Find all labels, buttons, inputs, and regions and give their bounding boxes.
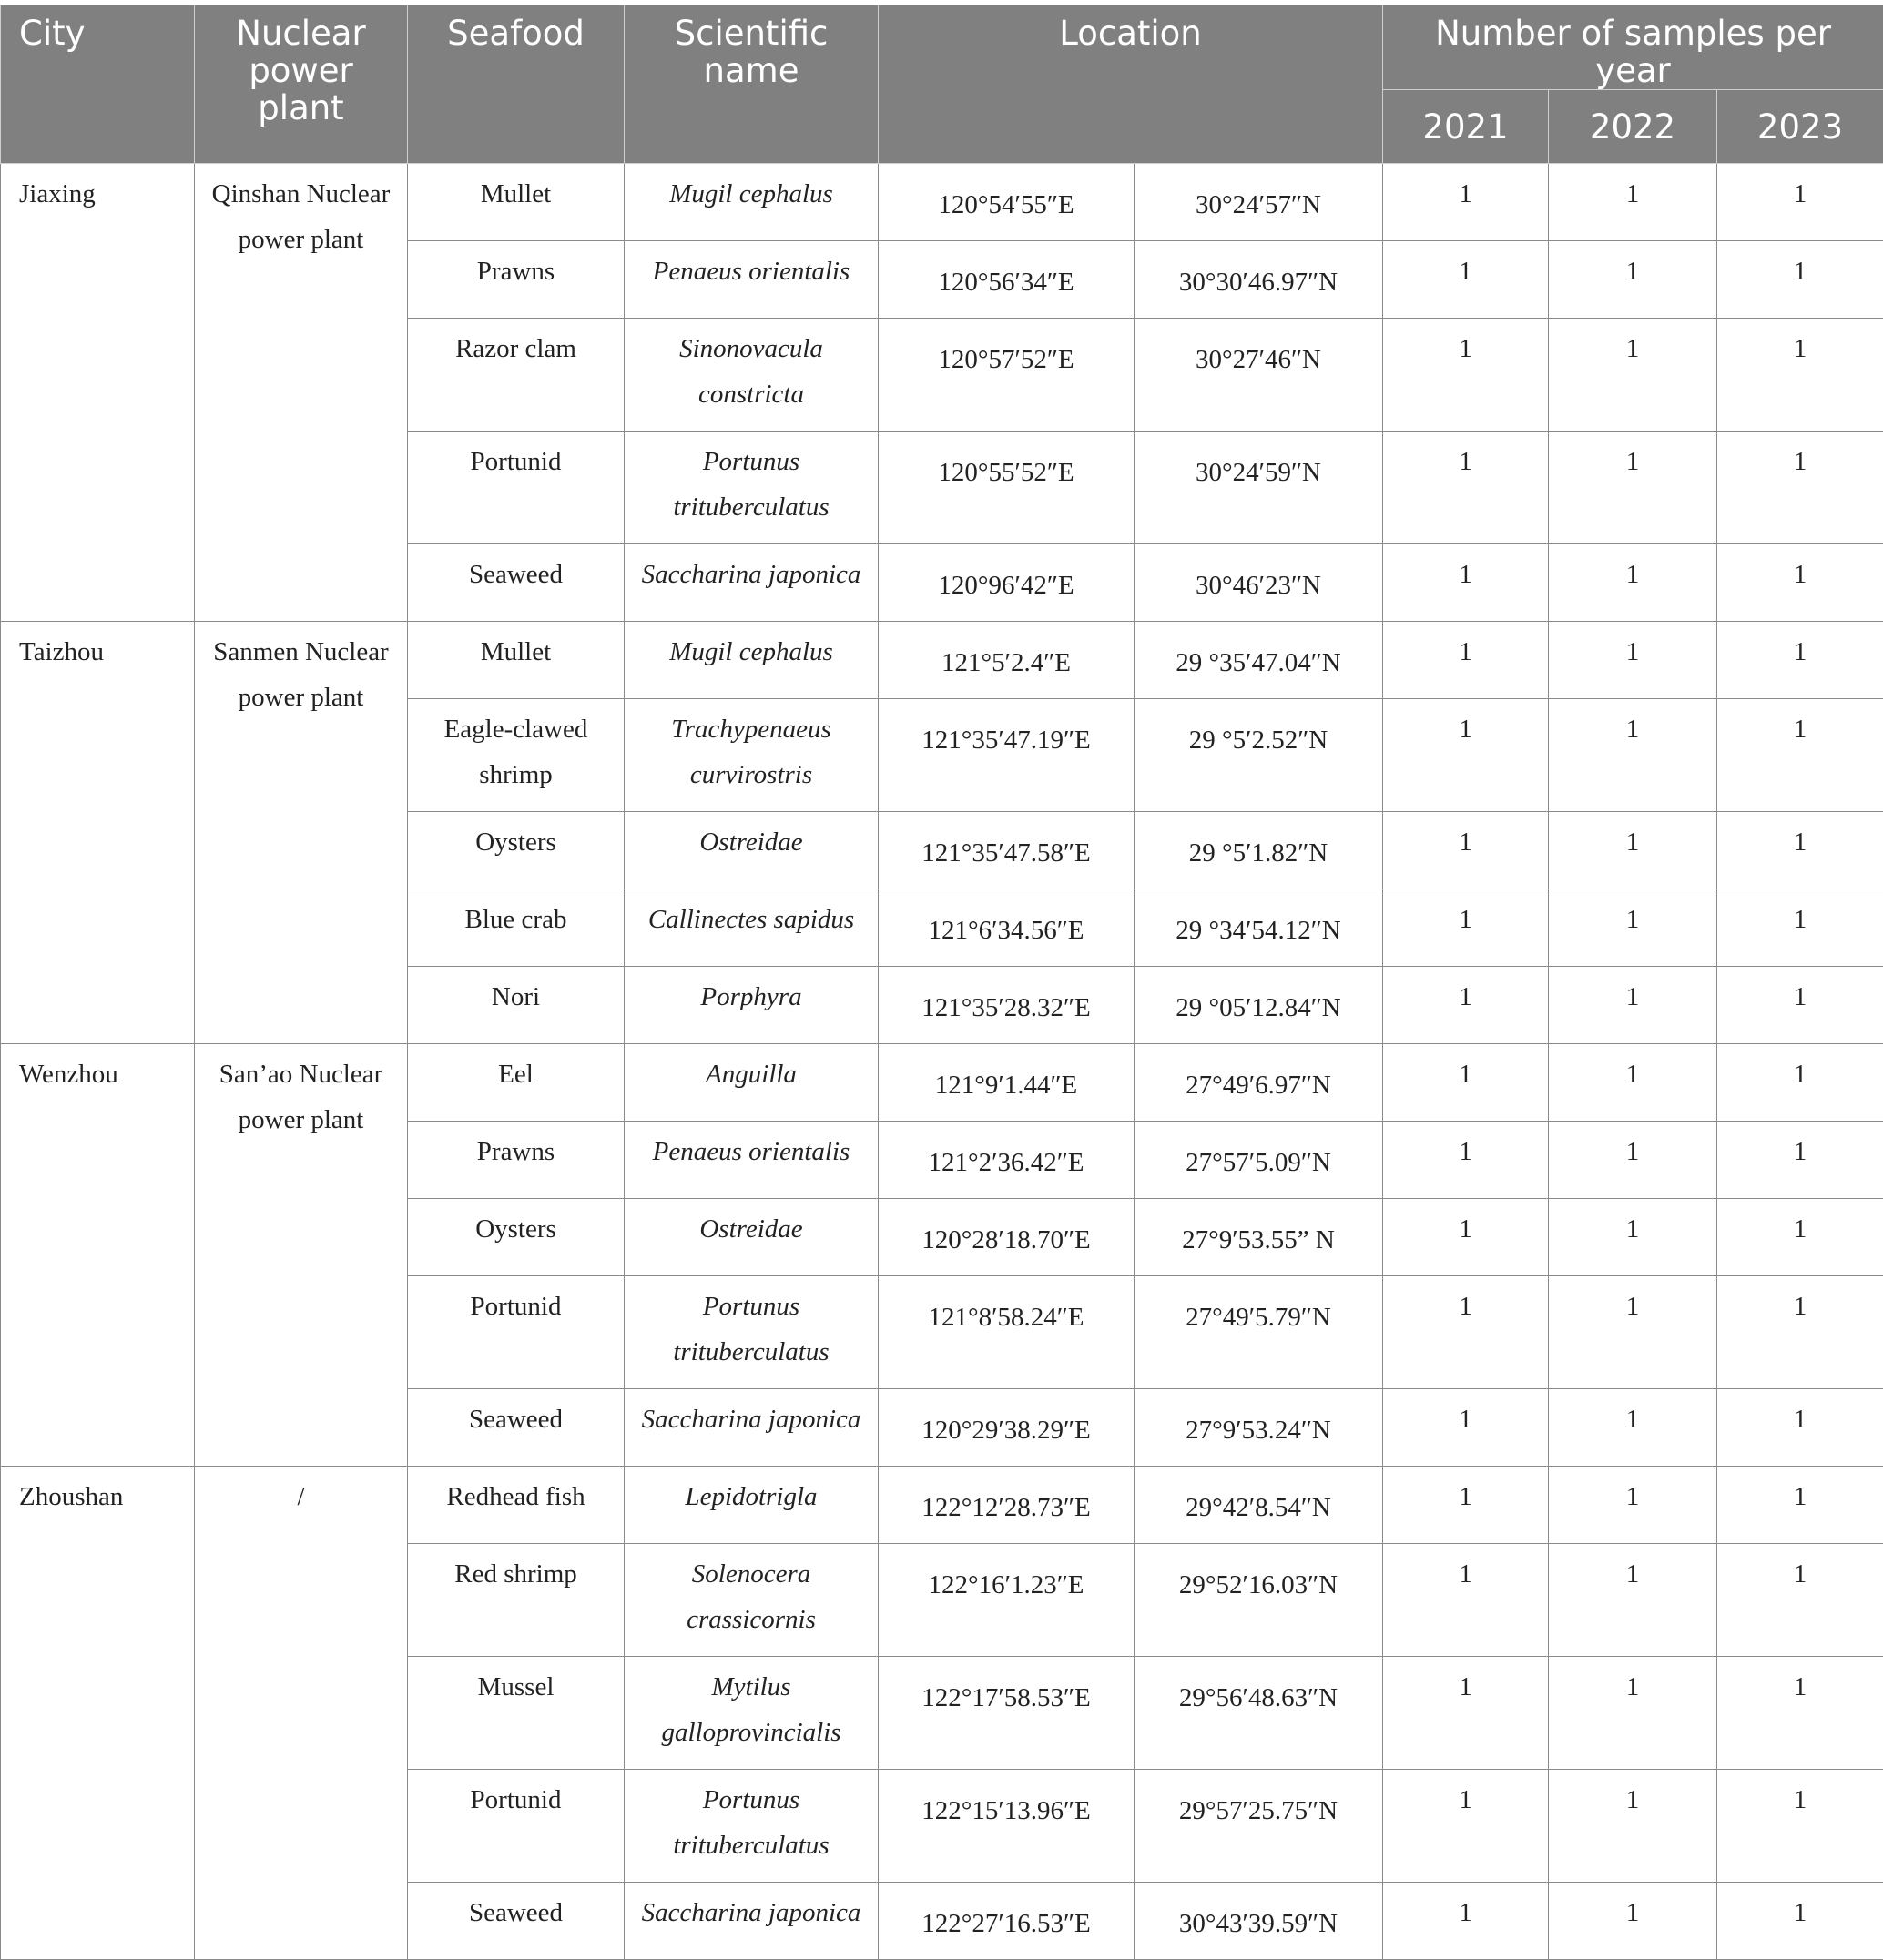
samples-2021-cell: 1 <box>1383 1276 1549 1389</box>
samples-2022-cell: 1 <box>1549 622 1717 699</box>
samples-2021-cell: 1 <box>1383 889 1549 967</box>
samples-2022-cell: 1 <box>1549 1276 1717 1389</box>
samples-2021-cell: 1 <box>1383 1044 1549 1122</box>
longitude-cell: 120°57′52″E <box>879 319 1135 432</box>
samples-2022-cell: 1 <box>1549 241 1717 319</box>
samples-2023-cell: 1 <box>1717 889 1883 967</box>
samples-2022-cell: 1 <box>1549 812 1717 889</box>
samples-2022-cell: 1 <box>1549 319 1717 432</box>
samples-2023-cell: 1 <box>1717 1389 1883 1467</box>
longitude-cell: 120°55′52″E <box>879 432 1135 544</box>
longitude-cell: 121°35′28.32″E <box>879 967 1135 1044</box>
samples-2022-cell: 1 <box>1549 967 1717 1044</box>
scientific-name-cell: Lepidotrigla <box>625 1467 879 1544</box>
scientific-name-cell: Portunus trituberculatus <box>625 1276 879 1389</box>
samples-2023-cell: 1 <box>1717 1544 1883 1657</box>
scientific-name-cell: Trachypenaeus curvirostris <box>625 699 879 812</box>
scientific-name-cell: Penaeus orientalis <box>625 1122 879 1199</box>
latitude-cell: 30°46′23″N <box>1135 544 1383 622</box>
samples-2023-cell: 1 <box>1717 1657 1883 1770</box>
latitude-cell: 29 °35′47.04″N <box>1135 622 1383 699</box>
latitude-cell: 27°57′5.09″N <box>1135 1122 1383 1199</box>
seafood-cell: Portunid <box>408 1770 625 1883</box>
longitude-cell: 122°17′58.53″E <box>879 1657 1135 1770</box>
city-cell: Jiaxing <box>1 164 195 622</box>
seafood-cell: Portunid <box>408 1276 625 1389</box>
seafood-cell: Prawns <box>408 241 625 319</box>
scientific-name-cell: Porphyra <box>625 967 879 1044</box>
latitude-cell: 30°24′57″N <box>1135 164 1383 241</box>
longitude-cell: 120°96′42″E <box>879 544 1135 622</box>
latitude-cell: 27°49′5.79″N <box>1135 1276 1383 1389</box>
samples-2023-cell: 1 <box>1717 241 1883 319</box>
samples-2023-cell: 1 <box>1717 812 1883 889</box>
latitude-cell: 29°42′8.54″N <box>1135 1467 1383 1544</box>
samples-2023-cell: 1 <box>1717 622 1883 699</box>
samples-2021-cell: 1 <box>1383 1467 1549 1544</box>
samples-2022-cell: 1 <box>1549 1544 1717 1657</box>
scientific-name-cell: Mytilus galloprovincialis <box>625 1657 879 1770</box>
table-row <box>1 1044 1883 1122</box>
samples-2021-cell: 1 <box>1383 1389 1549 1467</box>
scientific-name-cell: Saccharina japonica <box>625 1883 879 1960</box>
seafood-cell: Prawns <box>408 1122 625 1199</box>
longitude-cell: 120°56′34″E <box>879 241 1135 319</box>
samples-2021-cell: 1 <box>1383 1770 1549 1883</box>
samples-2021-cell: 1 <box>1383 1883 1549 1960</box>
samples-2023-cell: 1 <box>1717 1883 1883 1960</box>
samples-2023-cell: 1 <box>1717 967 1883 1044</box>
seafood-sampling-table <box>0 5 1883 1960</box>
header-scientific-name: Scientific name <box>625 5 879 164</box>
scientific-name-cell: Saccharina japonica <box>625 544 879 622</box>
scientific-name-cell: Sinonovacula constricta <box>625 319 879 432</box>
longitude-cell: 121°6′34.56″E <box>879 889 1135 967</box>
header-plant: Nuclear power plant <box>195 5 408 164</box>
longitude-cell: 122°12′28.73″E <box>879 1467 1135 1544</box>
latitude-cell: 29 °5′1.82″N <box>1135 812 1383 889</box>
samples-2023-cell: 1 <box>1717 432 1883 544</box>
latitude-cell: 30°43′39.59″N <box>1135 1883 1383 1960</box>
scientific-name-cell: Mugil cephalus <box>625 164 879 241</box>
table-row <box>1 622 1883 699</box>
samples-2023-cell: 1 <box>1717 164 1883 241</box>
samples-2021-cell: 1 <box>1383 432 1549 544</box>
scientific-name-cell: Anguilla <box>625 1044 879 1122</box>
samples-2023-cell: 1 <box>1717 699 1883 812</box>
samples-2022-cell: 1 <box>1549 1199 1717 1276</box>
latitude-cell: 29 °5′2.52″N <box>1135 699 1383 812</box>
seafood-cell: Seaweed <box>408 1389 625 1467</box>
seafood-cell: Oysters <box>408 1199 625 1276</box>
samples-2021-cell: 1 <box>1383 1122 1549 1199</box>
seafood-cell: Oysters <box>408 812 625 889</box>
seafood-cell: Mullet <box>408 164 625 241</box>
longitude-cell: 120°54′55″E <box>879 164 1135 241</box>
header-city: City <box>1 5 195 164</box>
latitude-cell: 29 °34′54.12″N <box>1135 889 1383 967</box>
samples-2021-cell: 1 <box>1383 622 1549 699</box>
samples-2022-cell: 1 <box>1549 164 1717 241</box>
seafood-cell: Redhead fish <box>408 1467 625 1544</box>
latitude-cell: 30°27′46″N <box>1135 319 1383 432</box>
samples-2022-cell: 1 <box>1549 1389 1717 1467</box>
city-cell: Taizhou <box>1 622 195 1044</box>
samples-2022-cell: 1 <box>1549 1122 1717 1199</box>
samples-2021-cell: 1 <box>1383 1199 1549 1276</box>
samples-2022-cell: 1 <box>1549 889 1717 967</box>
seafood-cell: Razor clam <box>408 319 625 432</box>
scientific-name-cell: Callinectes sapidus <box>625 889 879 967</box>
data-table-container <box>0 5 1883 1960</box>
scientific-name-cell: Ostreidae <box>625 812 879 889</box>
seafood-cell: Eel <box>408 1044 625 1122</box>
latitude-cell: 29 °05′12.84″N <box>1135 967 1383 1044</box>
samples-2021-cell: 1 <box>1383 319 1549 432</box>
scientific-name-cell: Portunus trituberculatus <box>625 432 879 544</box>
header-year-2021: 2021 <box>1383 90 1549 164</box>
table-header <box>1 5 1883 164</box>
samples-2023-cell: 1 <box>1717 1770 1883 1883</box>
samples-2021-cell: 1 <box>1383 1544 1549 1657</box>
samples-2021-cell: 1 <box>1383 812 1549 889</box>
longitude-cell: 120°28′18.70″E <box>879 1199 1135 1276</box>
seafood-cell: Mullet <box>408 622 625 699</box>
samples-2022-cell: 1 <box>1549 1883 1717 1960</box>
seafood-cell: Portunid <box>408 432 625 544</box>
longitude-cell: 121°9′1.44″E <box>879 1044 1135 1122</box>
city-cell: Zhoushan <box>1 1467 195 1960</box>
plant-cell: Qinshan Nuclear power plant <box>195 164 408 622</box>
longitude-cell: 122°16′1.23″E <box>879 1544 1135 1657</box>
samples-2021-cell: 1 <box>1383 967 1549 1044</box>
longitude-cell: 120°29′38.29″E <box>879 1389 1135 1467</box>
latitude-cell: 27°9′53.24″N <box>1135 1389 1383 1467</box>
latitude-cell: 30°30′46.97″N <box>1135 241 1383 319</box>
plant-cell: Sanmen Nuclear power plant <box>195 622 408 1044</box>
longitude-cell: 121°5′2.4″E <box>879 622 1135 699</box>
samples-2023-cell: 1 <box>1717 1199 1883 1276</box>
latitude-cell: 29°56′48.63″N <box>1135 1657 1383 1770</box>
samples-2021-cell: 1 <box>1383 241 1549 319</box>
samples-2022-cell: 1 <box>1549 1657 1717 1770</box>
seafood-cell: Red shrimp <box>408 1544 625 1657</box>
longitude-cell: 121°8′58.24″E <box>879 1276 1135 1389</box>
scientific-name-cell: Penaeus orientalis <box>625 241 879 319</box>
samples-2022-cell: 1 <box>1549 544 1717 622</box>
samples-2022-cell: 1 <box>1549 432 1717 544</box>
header-year-2023: 2023 <box>1717 90 1883 164</box>
table-row <box>1 1467 1883 1544</box>
samples-2022-cell: 1 <box>1549 1770 1717 1883</box>
seafood-cell: Mussel <box>408 1657 625 1770</box>
samples-2023-cell: 1 <box>1717 1467 1883 1544</box>
table-body <box>1 164 1883 1960</box>
longitude-cell: 121°2′36.42″E <box>879 1122 1135 1199</box>
latitude-cell: 30°24′59″N <box>1135 432 1383 544</box>
samples-2021-cell: 1 <box>1383 164 1549 241</box>
scientific-name-cell: Saccharina japonica <box>625 1389 879 1467</box>
samples-2021-cell: 1 <box>1383 1657 1549 1770</box>
latitude-cell: 27°49′6.97″N <box>1135 1044 1383 1122</box>
samples-2022-cell: 1 <box>1549 699 1717 812</box>
plant-cell: San’ao Nuclear power plant <box>195 1044 408 1467</box>
scientific-name-cell: Solenocera crassicornis <box>625 1544 879 1657</box>
plant-cell: / <box>195 1467 408 1960</box>
samples-2021-cell: 1 <box>1383 544 1549 622</box>
header-samples-per-year: Number of samples per year <box>1383 5 1883 90</box>
seafood-cell: Blue crab <box>408 889 625 967</box>
samples-2023-cell: 1 <box>1717 1122 1883 1199</box>
samples-2022-cell: 1 <box>1549 1467 1717 1544</box>
table-row <box>1 164 1883 241</box>
seafood-cell: Seaweed <box>408 544 625 622</box>
seafood-cell: Seaweed <box>408 1883 625 1960</box>
latitude-cell: 29°52′16.03″N <box>1135 1544 1383 1657</box>
city-cell: Wenzhou <box>1 1044 195 1467</box>
samples-2023-cell: 1 <box>1717 544 1883 622</box>
header-location: Location <box>879 5 1383 164</box>
latitude-cell: 27°9′53.55” N <box>1135 1199 1383 1276</box>
longitude-cell: 121°35′47.58″E <box>879 812 1135 889</box>
samples-2023-cell: 1 <box>1717 1044 1883 1122</box>
longitude-cell: 121°35′47.19″E <box>879 699 1135 812</box>
longitude-cell: 122°27′16.53″E <box>879 1883 1135 1960</box>
samples-2023-cell: 1 <box>1717 1276 1883 1389</box>
seafood-cell: Nori <box>408 967 625 1044</box>
samples-2021-cell: 1 <box>1383 699 1549 812</box>
samples-2023-cell: 1 <box>1717 319 1883 432</box>
seafood-cell: Eagle-clawed shrimp <box>408 699 625 812</box>
header-seafood: Seafood <box>408 5 625 164</box>
scientific-name-cell: Ostreidae <box>625 1199 879 1276</box>
scientific-name-cell: Portunus trituberculatus <box>625 1770 879 1883</box>
scientific-name-cell: Mugil cephalus <box>625 622 879 699</box>
longitude-cell: 122°15′13.96″E <box>879 1770 1135 1883</box>
samples-2022-cell: 1 <box>1549 1044 1717 1122</box>
latitude-cell: 29°57′25.75″N <box>1135 1770 1383 1883</box>
header-year-2022: 2022 <box>1549 90 1717 164</box>
